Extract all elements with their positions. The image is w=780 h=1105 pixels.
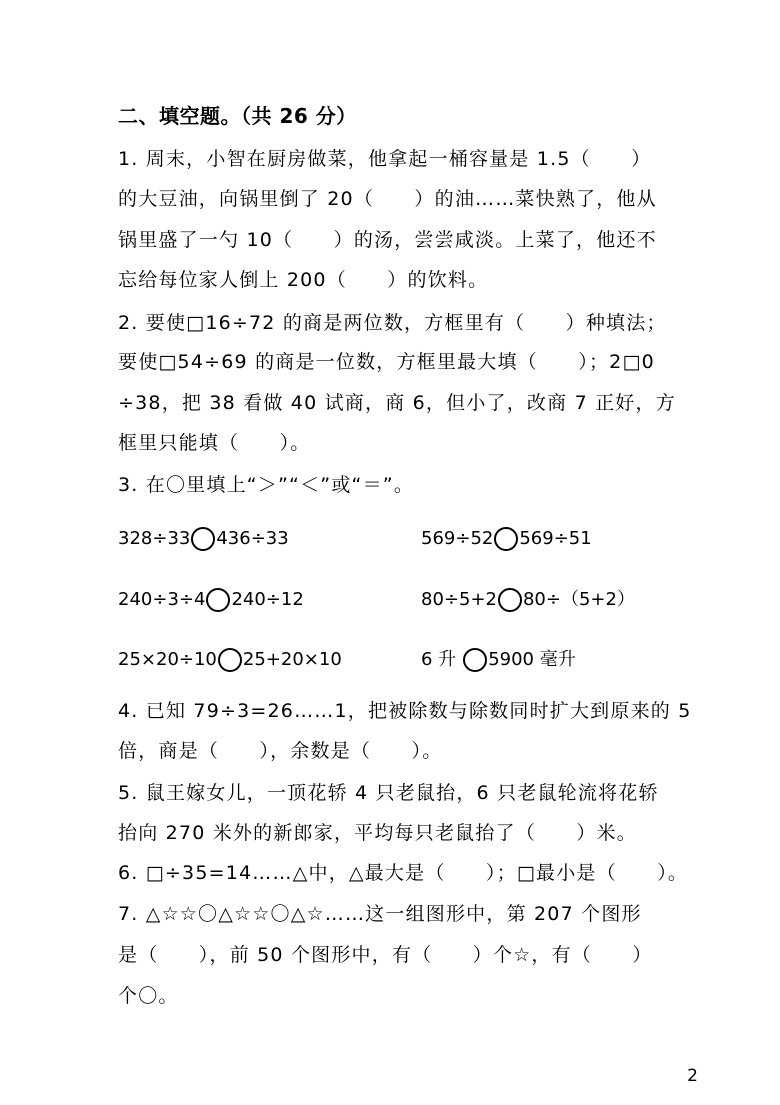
- q2-line-3: ÷38，把 38 看做 40 试商，商 6，但小了，改商 7 正好，方: [118, 392, 676, 414]
- compare-left: 240÷3÷4: [118, 589, 206, 610]
- q5-line-1: 5. 鼠王嫁女儿，一顶花轿 4 只老鼠抬，6 只老鼠轮流将花轿: [118, 782, 659, 804]
- compare-circle-blank: [494, 527, 518, 551]
- compare-right: 436÷33: [216, 528, 289, 549]
- q4-line-1: 4. 已知 79÷3=26……1，把被除数与除数同时扩大到原来的 5: [118, 700, 692, 722]
- page-number: 2: [687, 1066, 698, 1086]
- compare-right: 80÷（5+2）: [522, 589, 635, 610]
- compare-left: 569÷52: [421, 528, 494, 549]
- compare-left: 328÷33: [118, 528, 191, 549]
- compare-left: 80÷5+2: [421, 589, 497, 610]
- compare-item-1: [118, 527, 289, 551]
- q1-line-1: 1. 周末，小智在厨房做菜，他拿起一桶容量是 1.5（ ）: [118, 148, 652, 170]
- q2-line-1: 2. 要使□16÷72 的商是两位数，方框里有（ ）种填法；: [118, 312, 667, 334]
- compare-circle-blank: [218, 648, 242, 672]
- q7-line-2: 是（ ），前 50 个图形中，有（ ）个☆，有（ ）: [118, 944, 653, 966]
- compare-item-6: [421, 648, 576, 672]
- compare-circle-blank: [463, 648, 487, 672]
- compare-item-3: [118, 588, 304, 612]
- compare-right: 240÷12: [231, 589, 304, 610]
- q6-line: 6. □÷35=14……△中，△最大是（ ）；□最小是（ ）。: [118, 862, 689, 884]
- q5-line-2: 抬向 270 米外的新郎家，平均每只老鼠抬了（ ）米。: [118, 822, 637, 844]
- compare-circle-blank: [206, 588, 230, 612]
- q3-line: 3. 在〇里填上“＞”“＜”或“＝”。: [118, 474, 415, 496]
- compare-left: 25×20÷10: [118, 649, 217, 670]
- compare-circle-blank: [498, 588, 522, 612]
- q2-line-4: 框里只能填（ ）。: [118, 432, 311, 454]
- compare-right: 569÷51: [519, 528, 592, 549]
- compare-item-5: [118, 648, 342, 672]
- q1-line-4: 忘给每位家人倒上 200（ ）的饮料。: [118, 269, 489, 291]
- compare-left: 6 升: [421, 649, 457, 670]
- compare-circle-blank: [191, 527, 215, 551]
- q2-line-2: 要使□54÷69 的商是一位数，方框里最大填（ ）；2□0: [118, 351, 655, 373]
- q4-line-2: 倍，商是（ ），余数是（ ）。: [118, 740, 443, 762]
- compare-right: 5900 毫升: [488, 649, 576, 670]
- compare-item-4: [421, 588, 635, 612]
- q7-line-3: 个〇。: [118, 985, 179, 1007]
- q7-line-1: 7. △☆☆〇△☆☆〇△☆……这一组图形中，第 207 个图形: [118, 903, 642, 925]
- compare-item-2: [421, 527, 592, 551]
- section-title: 二、填空题。（共 26 分）: [118, 104, 357, 128]
- compare-right: 25+20×10: [242, 649, 342, 670]
- q1-line-3: 锅里盛了一勺 10（ ）的汤，尝尝咸淡。上菜了，他还不: [118, 229, 657, 251]
- q1-line-2: 的大豆油，向锅里倒了 20（ ）的油……菜快熟了，他从: [118, 188, 657, 210]
